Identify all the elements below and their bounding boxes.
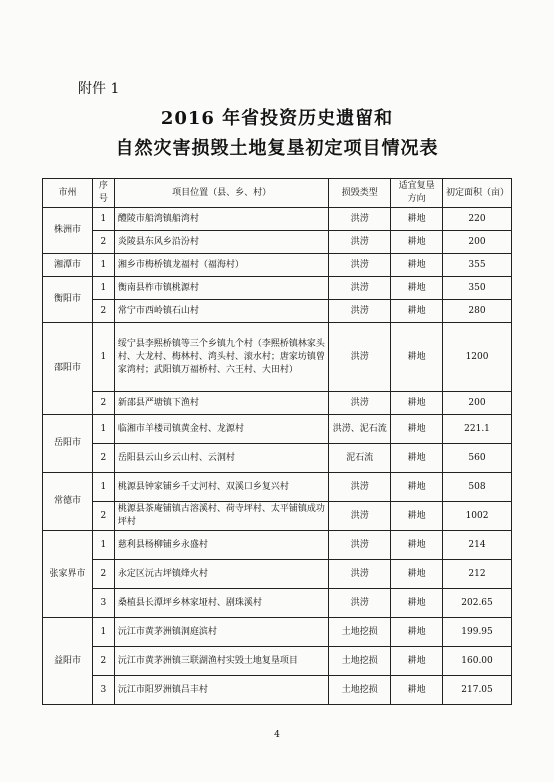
row-location: 慈利县杨柳铺乡永盛村 [114,531,328,560]
table-row [43,473,512,502]
city-cell: 衡阳市 [43,277,93,323]
row-area: 160.00 [443,647,512,676]
table-row [43,444,512,473]
row-direction: 耕地 [391,254,443,277]
row-location: 沅江市黄茅洲镇洞庭滨村 [114,618,328,647]
row-location: 常宁市西岭镇石山村 [114,300,328,323]
row-area: 212 [443,560,512,589]
header-damage-type: 损毁类型 [329,179,391,208]
row-area: 221.1 [443,415,512,444]
row-type: 洪涝 [329,323,391,392]
project-table [42,178,512,705]
header-area: 初定面积（亩） [443,179,512,208]
row-location: 湘乡市梅桥镇龙福村（福海村） [114,254,328,277]
row-area: 1002 [443,502,512,531]
row-area: 350 [443,277,512,300]
row-type: 土地挖损 [329,676,391,705]
table-row [43,231,512,254]
row-no: 3 [92,676,114,705]
row-no: 2 [92,647,114,676]
table-row [43,392,512,415]
row-location: 永定区沅古坪镇烽火村 [114,560,328,589]
row-direction: 耕地 [391,277,443,300]
table-row [43,647,512,676]
row-type: 洪涝 [329,231,391,254]
row-direction: 耕地 [391,676,443,705]
row-location: 新邵县严塘镇下渔村 [114,392,328,415]
table-header-row [43,179,512,208]
row-direction: 耕地 [391,589,443,618]
header-no: 序号 [92,179,114,208]
row-area: 214 [443,531,512,560]
row-type: 洪涝 [329,531,391,560]
table-row [43,589,512,618]
row-no: 1 [92,473,114,502]
row-no: 1 [92,323,114,392]
table-row [43,254,512,277]
row-type: 洪涝 [329,502,391,531]
row-direction: 耕地 [391,647,443,676]
row-no: 1 [92,618,114,647]
row-type: 洪涝、泥石流 [329,415,391,444]
row-type: 洪涝 [329,254,391,277]
row-direction: 耕地 [391,473,443,502]
row-direction: 耕地 [391,323,443,392]
city-cell: 岳阳市 [43,415,93,473]
title-line-1: 2016 年省投资历史遗留和 [160,108,394,129]
row-area: 202.65 [443,589,512,618]
row-no: 2 [92,300,114,323]
row-location: 桃源县钟家铺乡千丈河村、双溪口乡复兴村 [114,473,328,502]
row-area: 220 [443,208,512,231]
row-type: 泥石流 [329,444,391,473]
table-row [43,618,512,647]
row-direction: 耕地 [391,208,443,231]
row-direction: 耕地 [391,618,443,647]
row-no: 2 [92,560,114,589]
row-type: 洪涝 [329,589,391,618]
row-no: 2 [92,502,114,531]
row-location: 岳阳县云山乡云山村、云洞村 [114,444,328,473]
row-direction: 耕地 [391,444,443,473]
table-row [43,560,512,589]
header-location: 项目位置（县、乡、村） [114,179,328,208]
header-city: 市州 [43,179,93,208]
row-area: 217.05 [443,676,512,705]
city-cell: 益阳市 [43,618,93,705]
row-area: 280 [443,300,512,323]
row-direction: 耕地 [391,531,443,560]
row-type: 土地挖损 [329,618,391,647]
row-location: 临湘市羊楼司镇黄金村、龙源村 [114,415,328,444]
row-area: 199.95 [443,618,512,647]
row-area: 1200 [443,323,512,392]
row-no: 2 [92,231,114,254]
city-cell: 邵阳市 [43,323,93,415]
table-row [43,323,512,392]
row-no: 1 [92,254,114,277]
row-location: 炎陵县东风乡沿汾村 [114,231,328,254]
row-type: 洪涝 [329,560,391,589]
table-row [43,415,512,444]
row-direction: 耕地 [391,560,443,589]
city-cell: 常德市 [43,473,93,531]
title-line-2: 自然灾害损毁土地复垦初定项目情况表 [115,138,439,159]
row-type: 洪涝 [329,300,391,323]
row-type: 土地挖损 [329,647,391,676]
row-area: 200 [443,231,512,254]
row-location: 绥宁县李熙桥镇等三个乡镇九个村（李熙桥镇林家头村、大龙村、梅林村、湾头村、滚水村；唐家坊镇曾家湾村；武阳镇万福桥村、六王村、大田村） [114,323,328,392]
row-type: 洪涝 [329,277,391,300]
row-no: 1 [92,277,114,300]
table-row [43,502,512,531]
table-row [43,676,512,705]
row-direction: 耕地 [391,392,443,415]
row-direction: 耕地 [391,231,443,254]
page-number: 4 [274,730,280,740]
row-direction: 耕地 [391,415,443,444]
table-row [43,277,512,300]
row-area: 508 [443,473,512,502]
row-location: 桃源县茶庵铺镇古溶溪村、荷寺坪村、太平铺镇成功坪村 [114,502,328,531]
row-area: 355 [443,254,512,277]
header-direction: 适宜复垦方向 [391,179,443,208]
row-location: 沅江市黄茅洲镇三联湖渔村实毁土地复垦项目 [114,647,328,676]
city-cell: 湘潭市 [43,254,93,277]
row-type: 洪涝 [329,208,391,231]
row-no: 1 [92,531,114,560]
table-row [43,300,512,323]
city-cell: 张家界市 [43,531,93,618]
row-area: 200 [443,392,512,415]
row-location: 醴陵市船湾镇船湾村 [114,208,328,231]
row-type: 洪涝 [329,473,391,502]
row-no: 2 [92,444,114,473]
row-direction: 耕地 [391,502,443,531]
city-cell: 株洲市 [43,208,93,254]
attachment-label: 附件 1 [78,81,120,97]
row-location: 沅江市阳罗洲镇吕丰村 [114,676,328,705]
row-no: 3 [92,589,114,618]
table-row [43,531,512,560]
row-no: 1 [92,415,114,444]
row-location: 桑植县长潭坪乡林家垭村、剧珠溪村 [114,589,328,618]
row-type: 洪涝 [329,392,391,415]
table-row [43,208,512,231]
row-area: 560 [443,444,512,473]
row-no: 2 [92,392,114,415]
row-no: 1 [92,208,114,231]
row-location: 衡南县柞市镇桃源村 [114,277,328,300]
row-direction: 耕地 [391,300,443,323]
